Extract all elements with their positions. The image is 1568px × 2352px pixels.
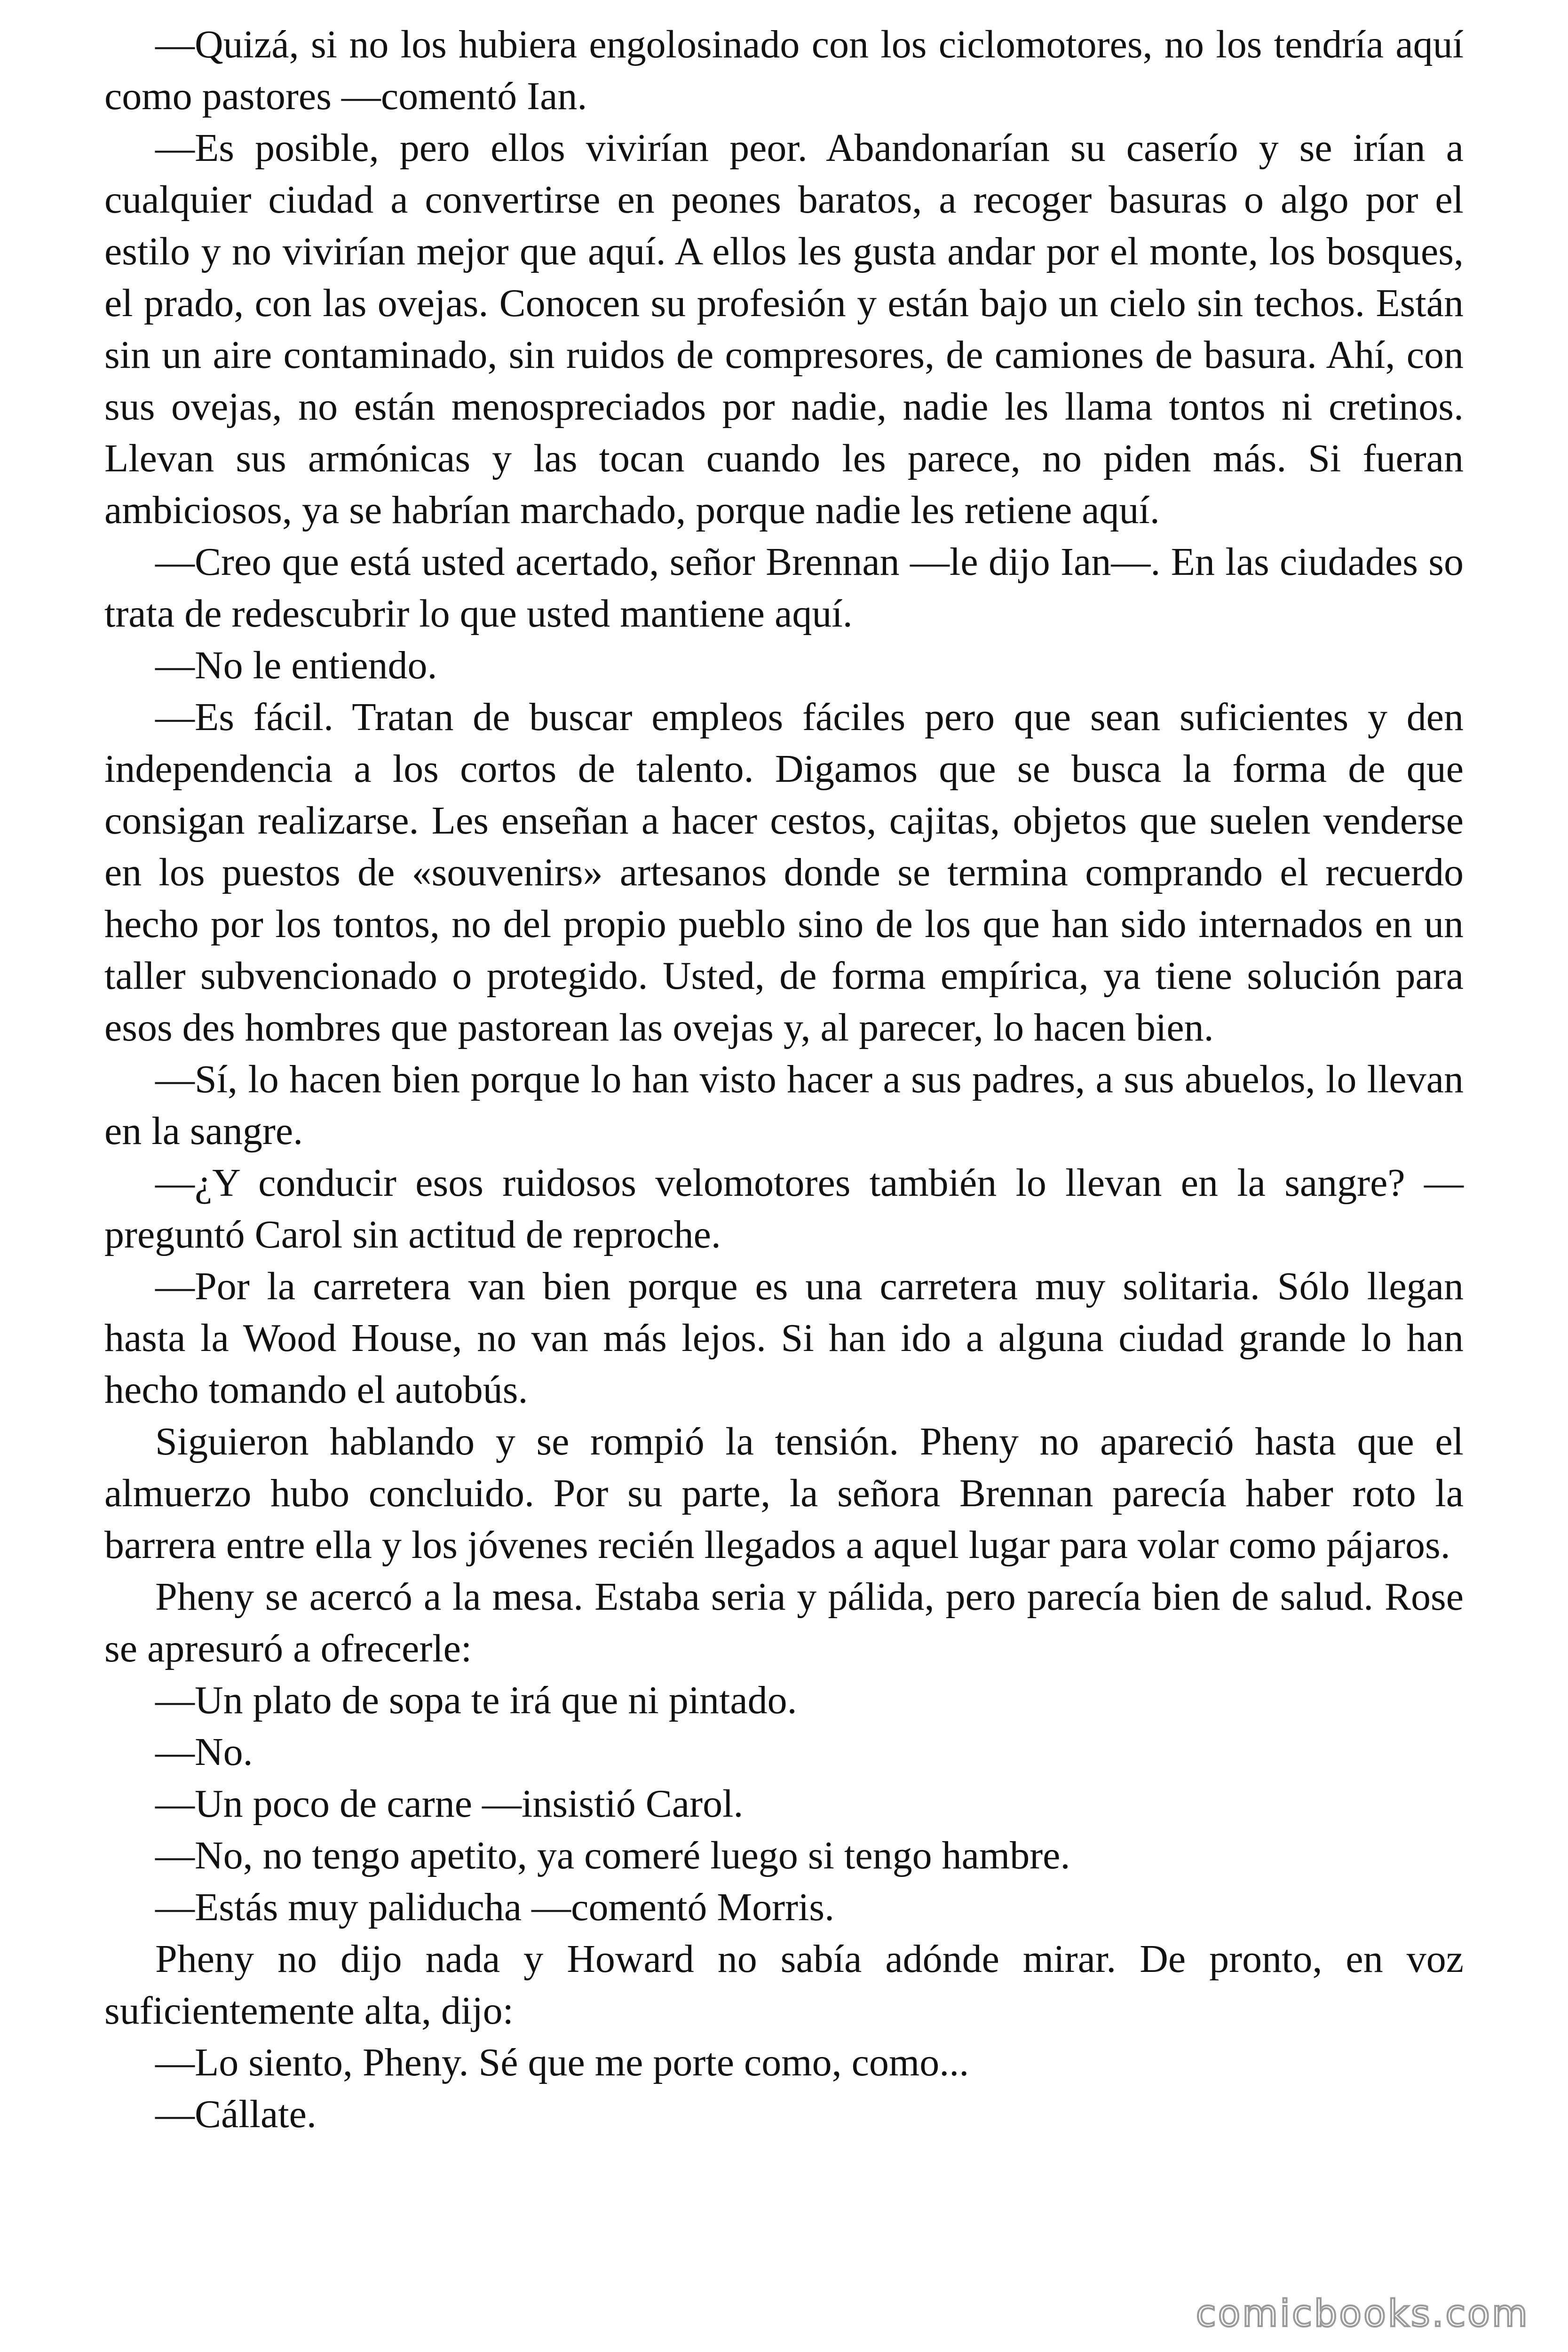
watermark: comicbooks.com (1196, 2293, 1529, 2335)
paragraph: —Es posible, pero ellos vivirían peor. Abandonarían su caserío y se irían a cualquier ciudad a convertirse en peones baratos, a recoger basuras o algo por el estilo y no vivirían mejor que aquí. A ellos les gusta andar por el monte, los bosques, el prado, con las ovejas. Conocen su profesión y están bajo un cielo sin techos. Están sin un aire contaminado, sin ruidos de compresores, de camiones de basura. Ahí, con sus ovejas, no están menospreciados por nadie, nadie les llama tontos ni cretinos. Llevan sus armónicas y las tocan cuando les parece, no piden más. Si fueran ambiciosos, ya se habrían marchado, porque nadie les retiene aquí. (104, 126, 1464, 532)
paragraph: —Es fácil. Tratan de buscar empleos fáciles pero que sean suficientes y den independencia a los cortos de talento. Digamos que se busca la forma de que consigan realizarse. Les enseñan a hacer cestos, cajitas, objetos que suelen venderse en los puestos de «souvenirs» artesanos donde se termina comprando el recuerdo hecho por los tontos, no del propio pueblo sino de los que han sido internados en un taller subvencionado o protegido. Usted, de forma empírica, ya tiene solución para esos des hombres que pastorean las ovejas y, al parecer, lo hacen bien. (104, 695, 1464, 1049)
paragraph: —Creo que está usted acertado, señor Brennan —le dijo Ian—. En las ciudades so trata de redescubrir lo que usted mantiene aquí. (104, 540, 1464, 636)
paragraph: Pheny se acercó a la mesa. Estaba seria y pálida, pero parecía bien de salud. Rose se apresuró a ofrecerle: (104, 1575, 1464, 1670)
paragraph: —Lo siento, Pheny. Sé que me porte como, como... (155, 2041, 969, 2084)
body-text (104, 19, 1464, 2140)
paragraph: —No le entiendo. (155, 644, 437, 687)
paragraph: —Quizá, si no los hubiera engolosinado con los ciclomotores, no los tendría aquí como pastores —comentó Ian. (104, 23, 1464, 118)
paragraph: —Por la carretera van bien porque es una carretera muy solitaria. Sólo llegan hasta la Wood House, no van más lejos. Si han ido a alguna ciudad grande lo han hecho tomando el autobús. (104, 1264, 1464, 1412)
paragraph: —Cállate. (155, 2092, 317, 2136)
paragraph: —Un plato de sopa te irá que ni pintado. (155, 1678, 797, 1722)
paragraph: Siguieron hablando y se rompió la tensión. Pheny no apareció hasta que el almuerzo hubo concluido. Por su parte, la señora Brennan parecía haber roto la barrera entre ella y los jóvenes recién llegados a aquel lugar para volar como pájaros. (104, 1420, 1464, 1567)
paragraph: —Un poco de carne —insistió Carol. (155, 1782, 744, 1826)
paragraph: —No. (155, 1730, 253, 1774)
paragraph: —Sí, lo hacen bien porque lo han visto hacer a sus padres, a sus abuelos, lo llevan en la sangre. (104, 1057, 1464, 1153)
paragraph: —¿Y conducir esos ruidosos velomotores también lo llevan en la sangre? —preguntó Carol sin actitud de reproche. (104, 1161, 1464, 1256)
paragraph: —Estás muy paliducha —comentó Morris. (155, 1885, 835, 1929)
paragraph: Pheny no dijo nada y Howard no sabía adónde mirar. De pronto, en voz suficientemente alta, dijo: (104, 1937, 1464, 2033)
paragraph: —No, no tengo apetito, ya comeré luego si tengo hambre. (155, 1834, 1070, 1877)
